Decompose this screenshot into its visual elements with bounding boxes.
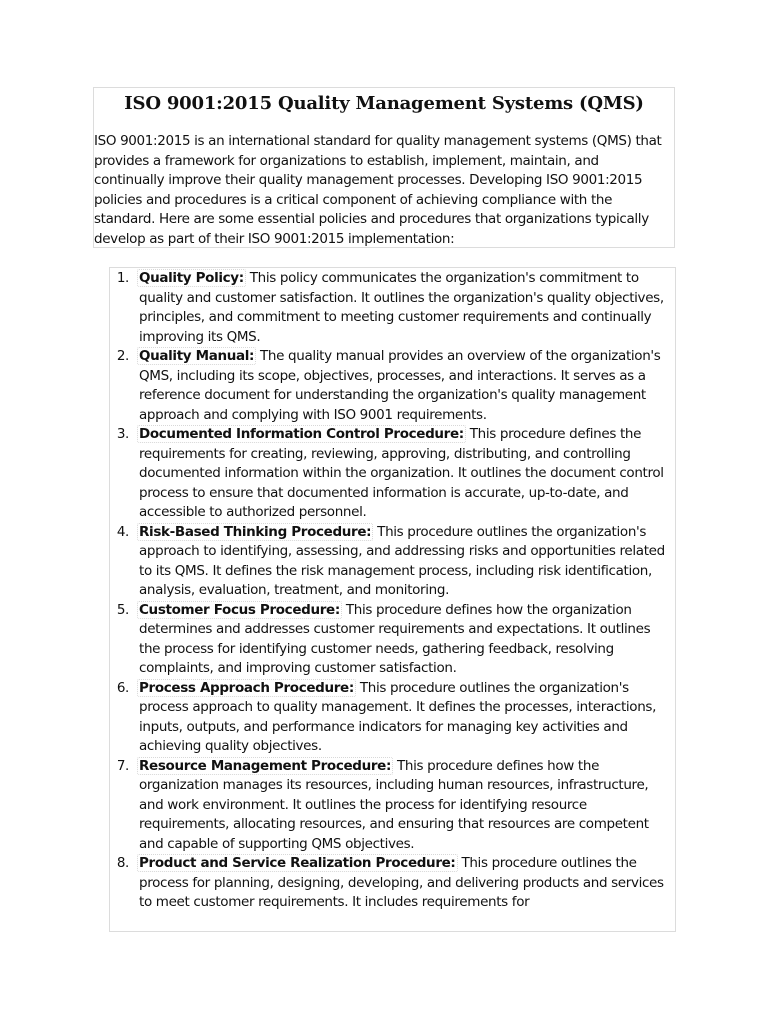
list-item-number: 3. <box>116 426 129 442</box>
list-item-number: 1. <box>116 270 129 286</box>
list-item-term: Quality Policy: <box>139 270 244 286</box>
list-item-number: 8. <box>116 855 129 871</box>
list-item-term: Customer Focus Procedure: <box>139 601 340 618</box>
list-item <box>110 425 675 523</box>
list-item-term: Resource Management Procedure: <box>139 757 392 774</box>
list-item-text: This procedure outlines the organization's approach to identifying, assessing, and addressing risks and opportunities related to its QMS. It defines the risk management process, including risk identification, analysis, evaluation, treatment, and monitoring. <box>139 523 665 598</box>
intro-paragraph: ISO 9001:2015 is an international standard for quality management systems (QMS) that provides a framework for organizations to establish, implement, maintain, and continually improve their quality management processes. Developing ISO 9001:2015 policies and procedures is a critical component of achieving compliance with the standard. Here are some essential policies and procedures that organizations typically develop as part of their ISO 9001:2015 implementation: <box>94 133 662 247</box>
list-item-text: This procedure defines how the organization manages its resources, including human resources, infrastructure, and work environment. It outlines the process for identifying resource requirements, allocating resources, and ensuring that resources are competent and capable of supporting QMS objectives. <box>139 757 649 852</box>
list-item-text: This procedure outlines the process for planning, designing, developing, and delivering products and services to meet customer requirements. It includes requirements for <box>139 855 664 910</box>
intro-section <box>93 87 675 248</box>
list-item <box>110 757 675 855</box>
list-item <box>110 523 675 601</box>
list-item-number: 7. <box>116 757 129 774</box>
list-item-number: 5. <box>116 601 129 618</box>
list-item-term: Process Approach Procedure: <box>139 679 354 696</box>
list-item-text: The quality manual provides an overview of the organization's QMS, including its scope, objectives, processes, and interactions. It serves as a reference document for understanding the organization's quality management approach and complying with ISO 9001 requirements. <box>139 348 661 423</box>
list-item-text: This procedure defines the requirements for creating, reviewing, approving, distributing, and controlling documented information within the organization. It outlines the document control process to ensure that documented information is accurate, up-to-date, and accessible to authorized personnel. <box>139 426 664 520</box>
procedures-list <box>110 269 675 913</box>
list-item-text: This policy communicates the organization's commitment to quality and customer satisfaction. It outlines the organization's quality objectives, principles, and commitment to meeting customer requirements and continually improving its QMS. <box>139 270 664 345</box>
procedures-list-section <box>109 267 676 932</box>
list-item <box>110 347 675 425</box>
list-item-text: This procedure outlines the organization's process approach to quality management. It defines the processes, interactions, inputs, outputs, and performance indicators for managing key activities and achieving quality objectives. <box>139 679 657 754</box>
list-item-term: Risk-Based Thinking Procedure: <box>139 523 372 540</box>
list-item-number: 2. <box>116 348 129 364</box>
list-item <box>110 854 675 913</box>
list-item-text: This procedure defines how the organization determines and addresses customer requirements and expectations. It outlines the process for identifying customer needs, gathering feedback, resolving complaints, and improving customer satisfaction. <box>139 601 651 676</box>
list-item-number: 6. <box>116 679 129 696</box>
list-item <box>110 269 675 347</box>
list-item-term: Product and Service Realization Procedure: <box>139 855 456 871</box>
document-title: ISO 9001:2015 Quality Management Systems (QMS) <box>124 93 644 114</box>
list-item-term: Quality Manual: <box>139 348 255 364</box>
list-item-number: 4. <box>116 523 129 540</box>
list-item <box>110 601 675 679</box>
list-item-term: Documented Information Control Procedure: <box>139 426 464 442</box>
list-item <box>110 679 675 757</box>
